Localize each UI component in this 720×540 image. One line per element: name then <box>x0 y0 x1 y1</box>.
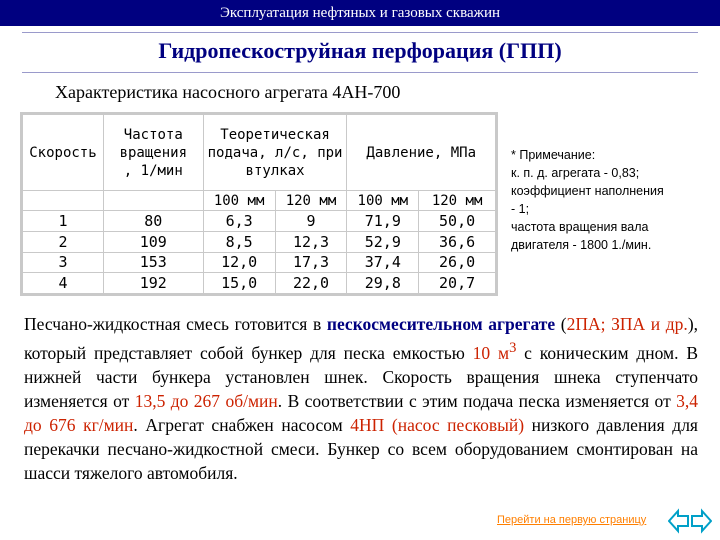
cell-flow-120: 9 <box>275 211 347 232</box>
header-sub: 100 мм <box>347 191 419 211</box>
back-arrow-icon <box>669 511 688 531</box>
header-speed-cont <box>23 191 104 211</box>
first-page-link[interactable]: Перейти на первую страницу <box>497 514 647 526</box>
nav-arrows-icon <box>668 508 712 534</box>
highlight-volume: 10 $м^3$ <box>472 340 517 363</box>
nav-arrows[interactable] <box>668 508 712 534</box>
header-rotation: Частота вращения , 1/мин <box>103 115 203 191</box>
note-line: частота вращения вала <box>511 220 649 234</box>
cell-flow-100: 8,5 <box>203 231 275 252</box>
header-sub: 100 мм <box>203 191 275 211</box>
cell-rotation: 153 <box>103 252 203 273</box>
header-bar <box>0 0 720 26</box>
cell-speed: 1 <box>23 211 104 232</box>
header-sub: 120 мм <box>275 191 347 211</box>
title-top-rule <box>22 32 698 33</box>
header-pressure: Давление, МПа <box>347 115 496 191</box>
header-flow: Теоретическая подача, л/с, при втулках <box>203 115 347 191</box>
cell-rotation: 192 <box>103 273 203 294</box>
cell-flow-120: 17,3 <box>275 252 347 273</box>
highlight-models: 2ПА; ЗПА и др. <box>566 314 688 334</box>
table-note <box>511 146 706 254</box>
highlight-term: пескосмесительном агрегате <box>326 314 556 334</box>
note-title: * Примечание: <box>511 148 596 162</box>
cell-pressure-100: 29,8 <box>347 273 419 294</box>
highlight-sand-feed: 3,4 до 676 кг/мин <box>24 390 699 435</box>
table-row <box>23 252 496 273</box>
cell-pressure-100: 71,9 <box>347 211 419 232</box>
note-line: к. п. д. агрегата - 0,83; <box>511 166 640 180</box>
header-speed: Скорость <box>23 115 104 191</box>
cell-flow-120: 12,3 <box>275 231 347 252</box>
cell-flow-100: 6,3 <box>203 211 275 232</box>
cell-flow-120: 22,0 <box>275 273 347 294</box>
description-paragraph: Песчано-жидкостная смесь готовится в пескосмесительном агрегате (2ПА; ЗПА и др.), который представляет собой бункер для песка емкостью 10 $м^3$ с коническим дном. В нижней части бункера установлен шнек. Скорость вращения шнека ступенчато изменяется от 13,5 до 267 об/мин. В соответствии с этим подача песка изменяется от 3,4 до 676 кг/мин. Агрегат снабжен насосом 4НП (насос песковый) низкого давления для перекачки песчано-жидкостной смеси. Бункер со всем оборудованием смонтирован на шасси тяжелого автомобиля. <box>24 314 699 483</box>
cell-pressure-120: 50,0 <box>419 211 496 232</box>
table-row <box>23 273 496 294</box>
cell-speed: 3 <box>23 252 104 273</box>
cell-pressure-120: 26,0 <box>419 252 496 273</box>
cell-flow-100: 12,0 <box>203 252 275 273</box>
cell-pressure-100: 37,4 <box>347 252 419 273</box>
table-caption: Характеристика насосного агрегата 4АН-700 <box>55 82 401 102</box>
pump-table <box>20 112 498 296</box>
header-rotation-cont <box>103 191 203 211</box>
highlight-pump: 4НП (насос песковый) <box>350 414 525 435</box>
note-line: двигателя - 1800 1./мин. <box>511 238 652 252</box>
cell-pressure-100: 52,9 <box>347 231 419 252</box>
course-title: Эксплуатация нефтяных и газовых скважин <box>219 5 501 21</box>
slide-title: Гидропескоструйная перфорация (ГПП) <box>158 38 562 63</box>
cell-speed: 2 <box>23 231 104 252</box>
cell-pressure-120: 36,6 <box>419 231 496 252</box>
table-row <box>23 231 496 252</box>
cell-flow-100: 15,0 <box>203 273 275 294</box>
table-row <box>23 211 496 232</box>
cell-rotation: 80 <box>103 211 203 232</box>
title-bottom-rule <box>22 72 698 73</box>
cell-rotation: 109 <box>103 231 203 252</box>
cell-speed: 4 <box>23 273 104 294</box>
cell-pressure-120: 20,7 <box>419 273 496 294</box>
note-line: коэффициент наполнения <box>511 184 664 198</box>
forward-arrow-icon <box>692 511 711 531</box>
header-sub: 120 мм <box>419 191 496 211</box>
highlight-rotation-range: 13,5 до 267 об/мин <box>134 390 278 411</box>
note-line: - 1; <box>511 202 530 216</box>
